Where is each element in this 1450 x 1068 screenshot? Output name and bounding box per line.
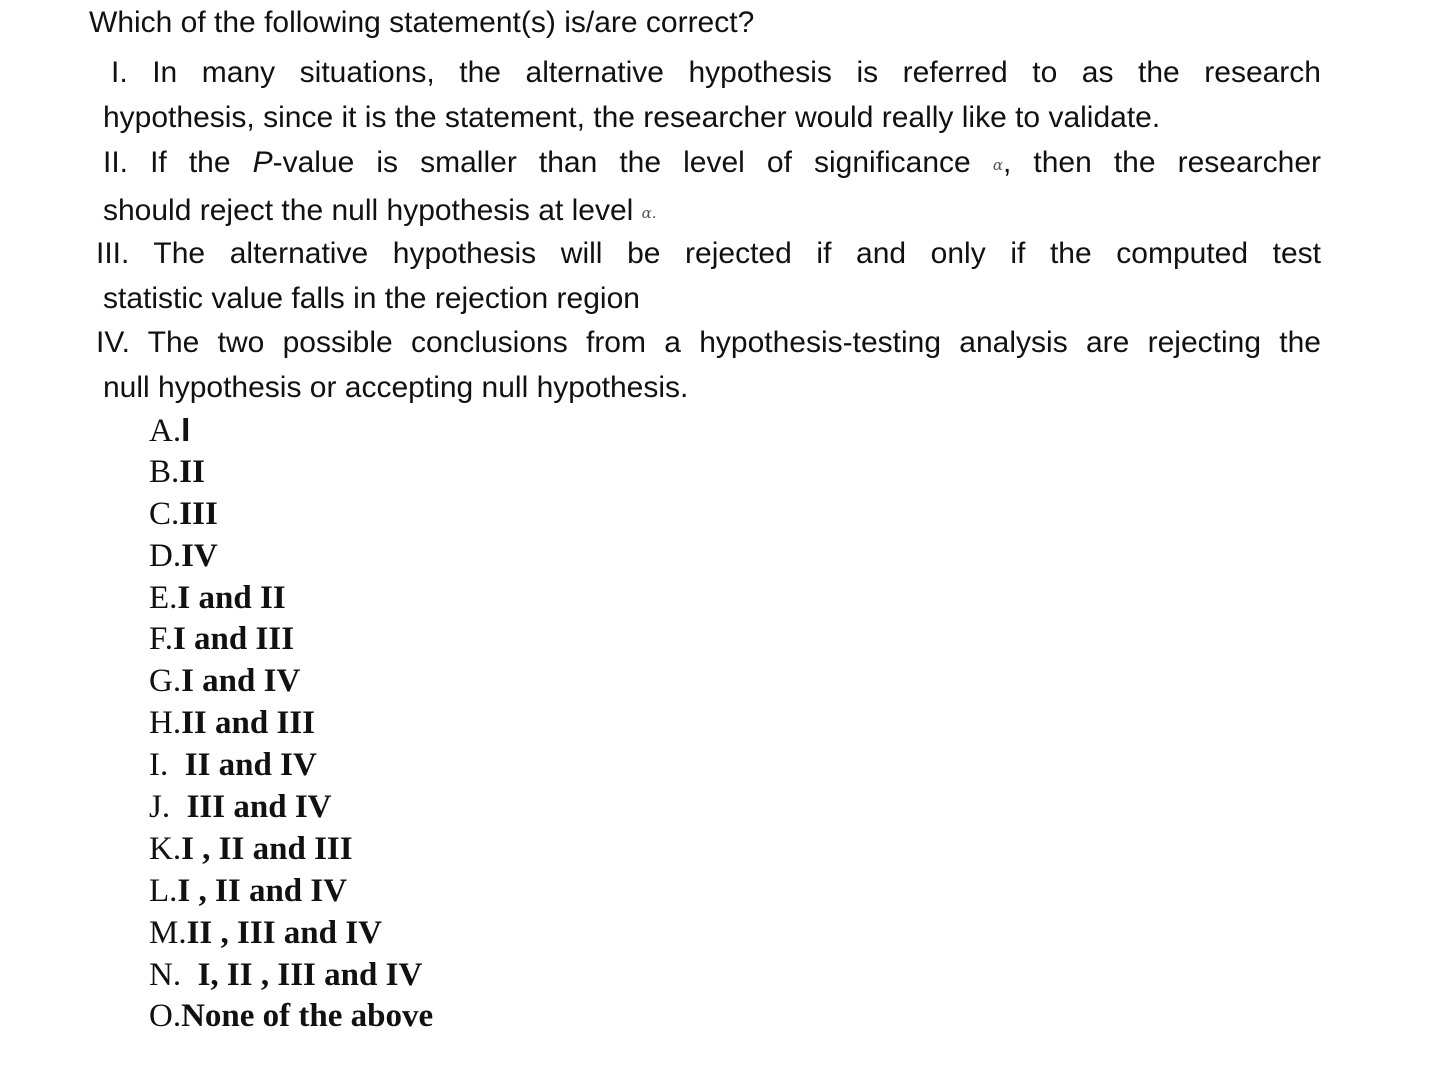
option-b[interactable] (149, 451, 433, 493)
option-o[interactable] (149, 995, 433, 1037)
option-answer: III and IV (186, 789, 332, 826)
p-variable: P (252, 146, 273, 179)
option-d[interactable] (149, 535, 433, 577)
option-letter: B. (149, 453, 180, 490)
option-answer: II , III and IV (186, 914, 382, 951)
option-letter: F. (149, 621, 173, 658)
statement-2-line-1 (103, 140, 1321, 188)
question-text: Which of the following statement(s) is/are correct? (89, 6, 755, 39)
option-letter: E. (149, 579, 178, 616)
statement-4-line-1: IV. The two possible conclusions from a hypothesis-testing analysis are rejecting the (96, 326, 1321, 359)
option-answer: I and IV (181, 663, 301, 700)
statement-2-line-2 (103, 188, 1321, 236)
statement-3 (96, 231, 1321, 321)
option-answer: None of the above (181, 998, 434, 1035)
option-letter: H. (149, 705, 182, 742)
answer-options-list (149, 409, 433, 1037)
option-letter: J. (149, 789, 187, 826)
option-answer: III (179, 495, 218, 532)
option-letter: A. (149, 413, 182, 449)
statement-2-suffix: , then the researcher (1002, 146, 1321, 179)
statement-1 (103, 50, 1321, 140)
option-letter: I. (149, 747, 185, 784)
option-answer: II (179, 453, 205, 490)
option-e[interactable] (149, 577, 433, 619)
option-g[interactable] (149, 660, 433, 702)
option-i[interactable] (149, 744, 433, 786)
statement-3-line-1: III. The alternative hypothesis will be rejected if and only if the computed test (96, 237, 1321, 270)
statement-1-line-2: hypothesis, since it is the statement, the researcher would really like to validate. (103, 101, 1161, 134)
option-answer: II and IV (184, 747, 317, 784)
option-letter: D. (149, 537, 182, 574)
statement-4-line-2: null hypothesis or accepting null hypothesis. (103, 371, 689, 404)
statement-3-line-2: statistic value falls in the rejection region (103, 282, 640, 315)
option-answer: I (181, 411, 191, 448)
option-answer: I and II (177, 579, 286, 616)
option-f[interactable] (149, 618, 433, 660)
statement-4 (96, 320, 1321, 410)
option-l[interactable] (149, 870, 433, 912)
option-answer: I and III (172, 621, 295, 658)
option-answer: IV (181, 537, 218, 574)
option-answer: I , II and IV (177, 872, 348, 909)
option-h[interactable] (149, 702, 433, 744)
option-letter: K. (149, 830, 182, 867)
option-letter: N. (149, 956, 198, 993)
alpha-symbol-2: α (641, 204, 652, 222)
option-k[interactable] (149, 828, 433, 870)
option-letter: M. (149, 914, 187, 951)
option-letter: G. (149, 663, 182, 700)
option-a[interactable] (149, 409, 433, 451)
option-letter: C. (149, 495, 180, 532)
option-answer: I , II and III (181, 830, 353, 867)
statement-2-period: . (651, 204, 657, 222)
option-c[interactable] (149, 493, 433, 535)
option-answer: I, II , III and IV (197, 956, 423, 993)
option-n[interactable] (149, 954, 433, 996)
option-m[interactable] (149, 912, 433, 954)
statement-2-middle: -value is smaller than the level of significance (272, 146, 993, 179)
statement-2-prefix: II. If the (103, 146, 253, 179)
alpha-symbol: α (992, 156, 1003, 174)
statement-2 (103, 140, 1321, 236)
option-letter: L. (149, 872, 178, 909)
statement-2-line-2-text: should reject the null hypothesis at level (103, 194, 642, 227)
option-letter: O. (149, 998, 182, 1035)
option-answer: II and III (181, 705, 316, 742)
option-j[interactable] (149, 786, 433, 828)
statement-1-line-1: I. In many situations, the alternative hypothesis is referred to as the research (111, 56, 1321, 89)
